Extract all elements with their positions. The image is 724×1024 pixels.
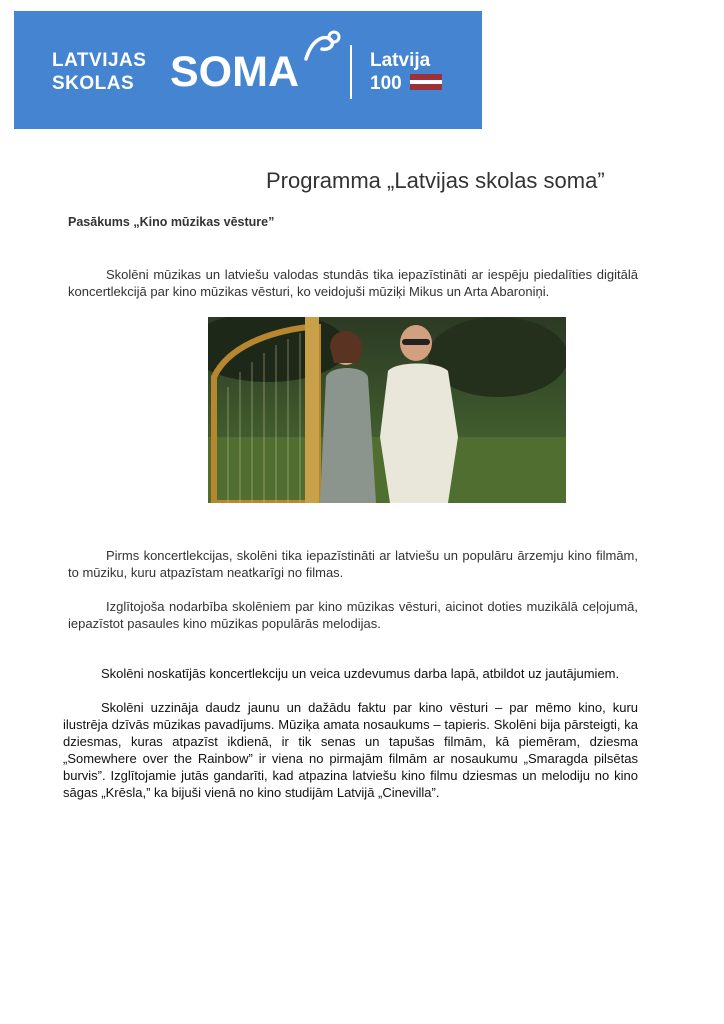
latvian-flag-icon <box>410 74 442 90</box>
logo-text-skolas: SKOLAS <box>52 73 135 94</box>
paragraph-before-lecture: Pirms koncertlekcijas, skolēni tika iepazīstināti ar latviešu un populāru ārzemju kino filmām, to mūziku, kuru atpazīstam neatkarīgi no filmas. <box>68 548 638 580</box>
logo-text-soma: SOMA <box>170 48 299 96</box>
logo-text-latvijas: LATVIJAS <box>52 50 147 71</box>
paragraph-worksheet: Skolēni noskatījās koncertlekciju un veica uzdevumus darba lapā, atbildot uz jautājumiem. <box>101 666 620 681</box>
logo-text-100: 100 <box>370 73 402 94</box>
logo-divider <box>350 45 352 99</box>
event-subtitle: Pasākums „Kino mūzikas vēsture” <box>68 215 275 229</box>
paragraph-activity: Izglītojoša nodarbība skolēniem par kino mūzikas vēsturi, aicinot doties muzikālā ceļojumā, iepazīstot pasaules kino mūzikas populārās melodijas. <box>68 599 638 631</box>
paragraph-facts: Skolēni uzzināja daudz jaunu un dažādu faktu par kino vēsturi – par mēmo kino, kuru ilustrēja dzīvās mūzikas pavadījums. Mūziķa amata nosaukums – tapieris. Skolēni bija pārsteigti, ka dziesmas, kuras atpazīst ikdienā, ir tik senas un tapušas filmām, kā piemēram, dziesma „Somewhere over the Rainbow” ir viena no pirmajām filmām ar nosaukumu „Smaragda pilsētas burvis”. Izglītojamie jutās gandarīti, kad atpazina latviešu kino filmu dziesmas un melodiju no kino sāgas „Krēsla,” ka bijuši vienā no kino studijām Latvijā „Cinevilla”. <box>63 700 638 800</box>
logo-banner <box>14 11 482 129</box>
paragraph-intro: Skolēni mūzikas un latviešu valodas stundās tika iepazīstināti ar iespēju piedalīties digitālā koncertlekcijā par kino mūzikas vēsturi, ko veidojuši mūziķi Mikus un Arta Abaroniņi. <box>68 267 638 299</box>
bag-handle-icon <box>300 29 346 63</box>
musicians-photo <box>208 317 566 503</box>
page-title: Programma „Latvijas skolas soma” <box>266 168 605 193</box>
logo-text-latvija: Latvija <box>370 50 431 71</box>
